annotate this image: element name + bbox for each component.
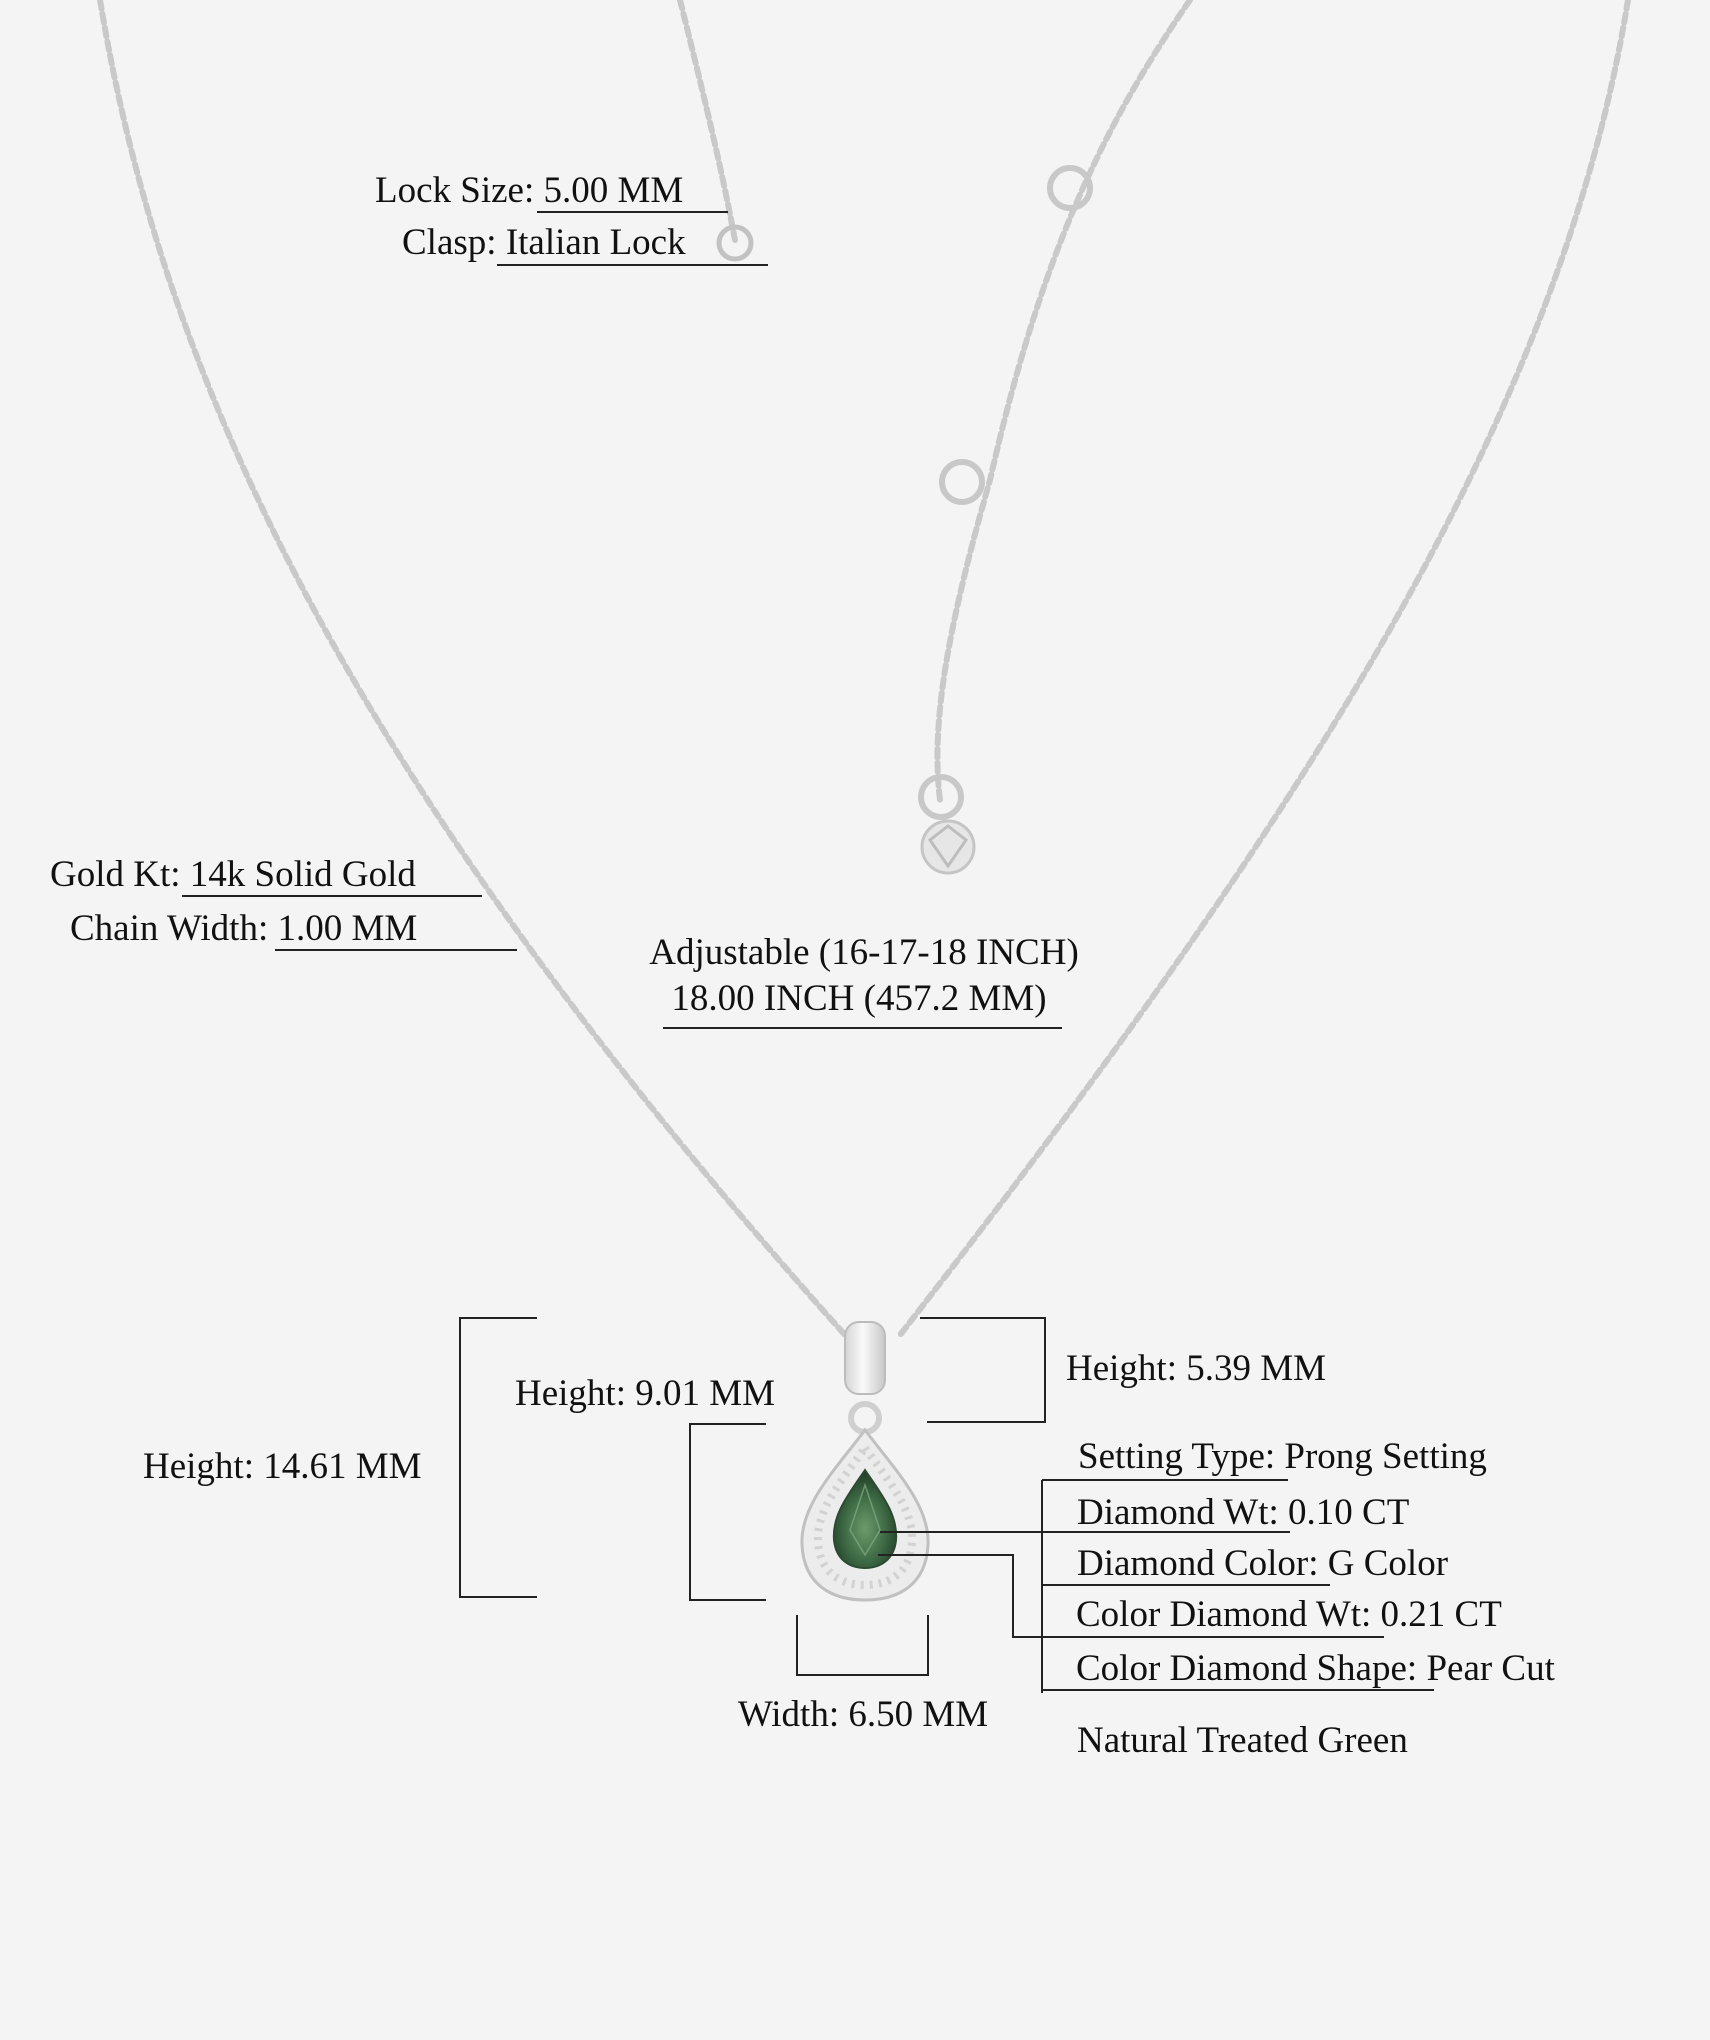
chain-right [900, 0, 1628, 1335]
diamond-wt-label: Diamond Wt: [1077, 1492, 1279, 1533]
lock-size-value: 5.00 MM [543, 170, 684, 211]
setting-type-label: Setting Type: [1078, 1436, 1276, 1477]
extender-chain [937, 0, 1190, 800]
diamond-color-value: G Color [1327, 1543, 1449, 1584]
width-value: 6.50 MM [848, 1694, 989, 1735]
logo-tag-icon [922, 821, 974, 873]
color-diamond-wt-spec [1076, 1596, 1502, 1633]
color-diamond-shape-label: Color Diamond Shape: [1076, 1648, 1418, 1689]
pendant-height-spec [515, 1375, 775, 1412]
diamond-wt-value: 0.10 CT [1288, 1492, 1410, 1533]
chain-width-value: 1.00 MM [277, 908, 418, 949]
setting-type-spec [1078, 1438, 1487, 1475]
gold-kt-spec [50, 856, 416, 893]
diamond-color-spec [1077, 1545, 1448, 1582]
clasp-chain [680, 0, 735, 240]
color-diamond-shape-value: Pear Cut [1426, 1648, 1555, 1689]
clasp-label: Clasp: [402, 222, 497, 263]
pendant-height-value: 9.01 MM [635, 1373, 776, 1414]
bail-icon [845, 1322, 885, 1432]
chain-width-label: Chain Width: [70, 908, 269, 949]
pendant-height-label: Height: [515, 1373, 626, 1414]
extender-ring-icon [942, 462, 982, 502]
adjustable-length: Adjustable (16-17-18 INCH) [649, 932, 1079, 973]
chain-width-spec [70, 910, 417, 947]
total-height-value: 14.61 MM [263, 1446, 422, 1487]
gold-kt-label: Gold Kt: [50, 854, 181, 895]
color-diamond-shape-spec [1076, 1650, 1555, 1687]
lock-size-spec [375, 172, 683, 209]
color-diamond-wt-value: 0.21 CT [1380, 1594, 1502, 1635]
bail-height-value: 5.39 MM [1186, 1348, 1327, 1389]
width-spec [738, 1696, 988, 1733]
width-label: Width: [737, 1694, 840, 1735]
gold-kt-value: 14k Solid Gold [189, 854, 416, 895]
natural-treated-green: Natural Treated Green [1077, 1720, 1408, 1761]
clasp-value: Italian Lock [505, 222, 686, 263]
diamond-wt-spec [1077, 1494, 1409, 1531]
lock-size-label: Lock Size: [375, 170, 535, 211]
clasp-spec [402, 224, 686, 261]
bail-height-label: Height: [1066, 1348, 1177, 1389]
setting-type-value: Prong Setting [1284, 1436, 1487, 1477]
total-height-spec [143, 1448, 422, 1485]
bail-height-spec [1066, 1350, 1326, 1387]
total-height-label: Height: [143, 1446, 254, 1487]
diamond-color-label: Diamond Color: [1077, 1543, 1319, 1584]
color-diamond-wt-label: Color Diamond Wt: [1076, 1594, 1372, 1635]
chain-length: 18.00 INCH (457.2 MM) [671, 978, 1047, 1019]
